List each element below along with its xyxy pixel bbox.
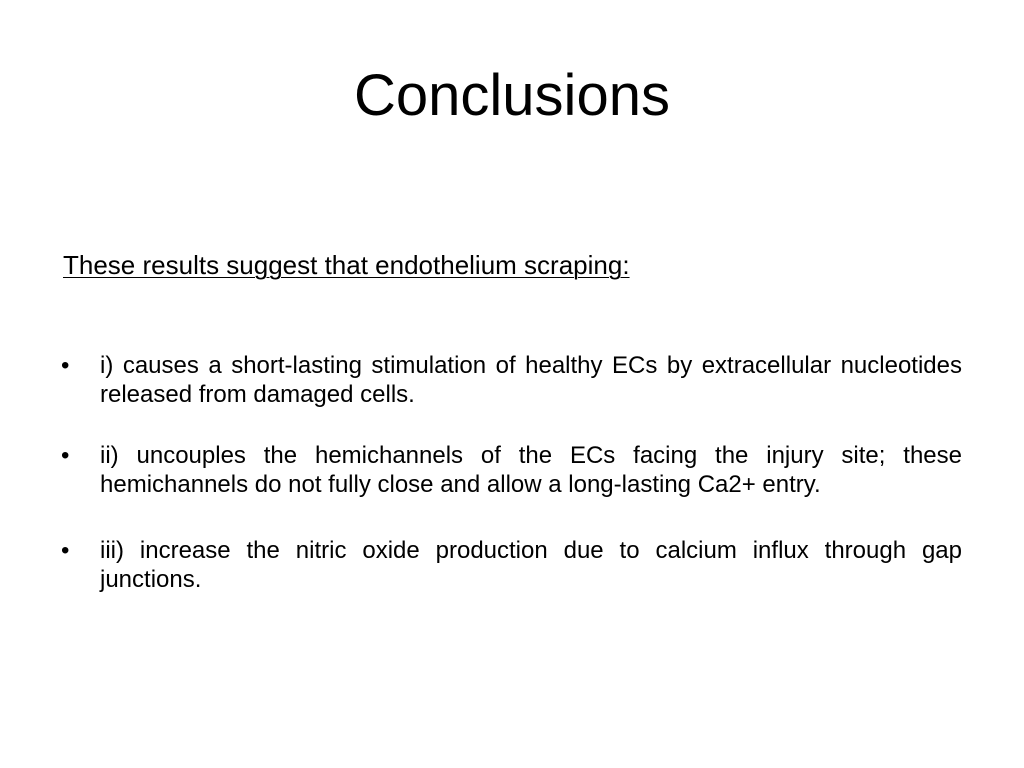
bullet-item	[0, 441, 962, 499]
bullet-list	[0, 351, 1024, 626]
bullet-text: ii) uncouples the hemichannels of the ECs facing the injury site; these hemichannels do not fully close and allow a long-lasting Ca2+ entry.	[100, 442, 962, 498]
bullet-marker-icon: •	[61, 352, 70, 379]
intro-text: These results suggest that endothelium scraping:	[63, 250, 630, 280]
bullet-item	[0, 536, 962, 594]
slide-title: Conclusions	[354, 63, 670, 128]
bullet-marker-icon: •	[61, 537, 70, 564]
bullet-text: i) causes a short-lasting stimulation of healthy ECs by extracellular nucleotides released from damaged cells.	[100, 352, 962, 408]
bullet-text: iii) increase the nitric oxide production due to calcium influx through gap junctions.	[100, 537, 962, 593]
bullet-item	[0, 351, 962, 409]
bullet-marker-icon: •	[61, 442, 70, 469]
